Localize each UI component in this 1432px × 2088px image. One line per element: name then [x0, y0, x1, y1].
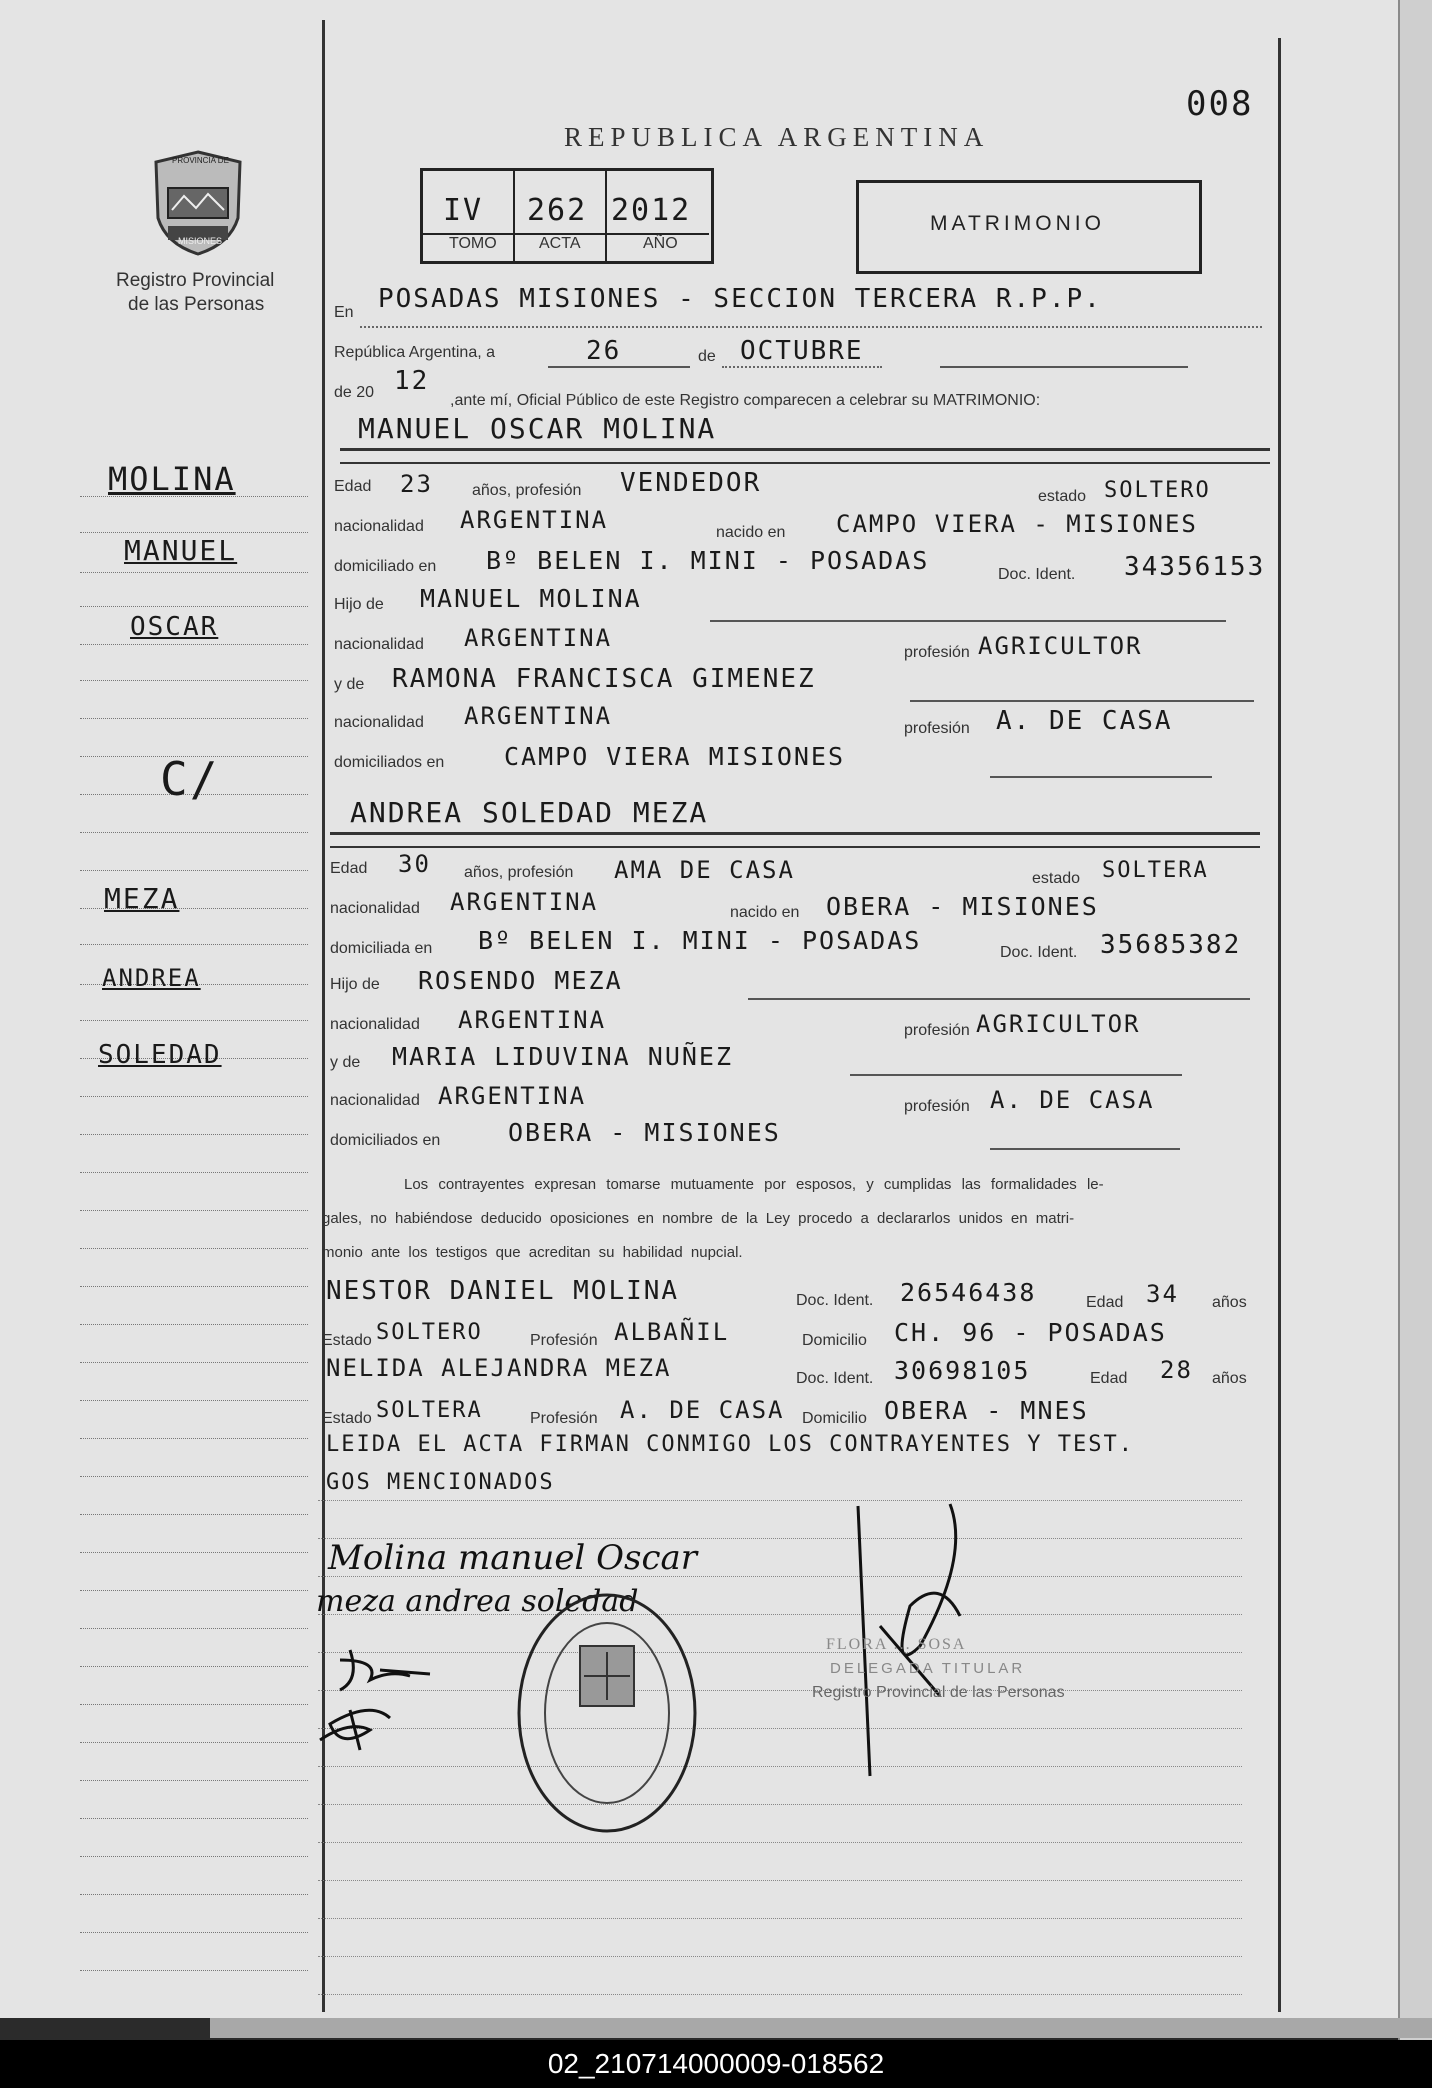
margin-name1-groom: MANUEL [124, 534, 238, 567]
line [940, 366, 1188, 368]
bride-name-line [330, 832, 1260, 835]
margin-name1-bride: ANDREA [102, 964, 201, 992]
acta-label: ACTA [539, 235, 581, 252]
groom-estado-label: estado [1038, 488, 1087, 505]
line [850, 1074, 1182, 1076]
line [748, 998, 1250, 1000]
ruled-line [318, 1804, 1242, 1805]
groom-nacido-label: nacido en [716, 524, 786, 541]
bride-yde-label: y de [330, 1054, 361, 1071]
groom-mother-profession: A. DE CASA [996, 706, 1173, 736]
margin-rule [80, 1780, 308, 1781]
ruled-line [318, 1842, 1242, 1843]
witness1-dom-label: Domicilio [802, 1332, 867, 1349]
margin-rule [80, 644, 308, 645]
witness2-edad-label: Edad [1090, 1370, 1128, 1387]
margin-rule [80, 1856, 308, 1857]
bride-name-line2 [330, 846, 1260, 848]
declaration-line2: gales, no habiéndose deducido oposiciones en nombre de la Ley procedo a declararlos unidos en matri- [322, 1210, 1075, 1227]
dots [722, 366, 882, 368]
margin-rule [80, 1476, 308, 1477]
margin-rule [80, 1704, 308, 1705]
signature-bride: meza andrea soledad [316, 1584, 639, 1619]
tomo-acta-anio-box [420, 168, 714, 264]
bride-estado-label: estado [1032, 870, 1081, 887]
groom-mother-nationality: ARGENTINA [464, 702, 613, 730]
margin-rule [80, 606, 308, 607]
witness2-dom-label: Domicilio [802, 1410, 867, 1427]
witness1-profession: ALBAÑIL [614, 1318, 730, 1346]
witness2-anios-label: años [1212, 1370, 1247, 1387]
official-title: DELEGADA TITULAR [830, 1660, 1026, 1677]
country-title: REPUBLICA ARGENTINA [564, 122, 990, 152]
margin-rule [80, 1134, 308, 1135]
margin-rule [80, 1400, 308, 1401]
groom-birthplace: CAMPO VIERA - MISIONES [836, 510, 1198, 538]
image-id-footer: 02_210714000009-018562 [0, 2040, 1432, 2088]
official-registry: Registro Provincial de las Personas [812, 1684, 1065, 1701]
groom-father-prof-label: profesión [904, 644, 970, 661]
bride-parents-address: OBERA - MISIONES [508, 1118, 781, 1147]
bride-mother-nat-label: nacionalidad [330, 1092, 420, 1109]
witness2-doc: 30698105 [894, 1356, 1031, 1385]
groom-address: Bº BELEN I. MINI - POSADAS [486, 546, 930, 575]
witness1-address: CH. 96 - POSADAS [894, 1318, 1167, 1347]
bride-doc: 35685382 [1100, 930, 1242, 960]
bride-parents-dom-label: domiciliados en [330, 1132, 441, 1149]
bride-profession: AMA DE CASA [614, 856, 795, 884]
year-prefix: de 20 [334, 384, 375, 401]
witness1-estado: SOLTERO [376, 1320, 483, 1345]
groom-mother-prof-label: profesión [904, 720, 970, 737]
margin-rule [80, 718, 308, 719]
bride-prof-label: años, profesión [464, 864, 574, 881]
margin-rule [80, 680, 308, 681]
line [990, 776, 1212, 778]
bride-mother-nationality: ARGENTINA [438, 1082, 587, 1110]
bride-father: ROSENDO MEZA [418, 966, 623, 995]
margin-rule [80, 1324, 308, 1325]
ruled-line [318, 1766, 1242, 1767]
margin-rule [80, 1210, 308, 1211]
de-label: de [698, 348, 716, 365]
groom-nationality: ARGENTINA [460, 506, 609, 534]
margin-rule [80, 1932, 308, 1933]
margin-rule [80, 1514, 308, 1515]
margin-rule [80, 1666, 308, 1667]
margin-rule [80, 1438, 308, 1439]
signature-groom: Molina manuel Oscar [328, 1538, 698, 1578]
page-bottom-shadow [210, 2018, 1432, 2038]
bride-father-nat-label: nacionalidad [330, 1016, 420, 1033]
margin-surname-groom: MOLINA [108, 460, 236, 498]
groom-age: 23 [400, 470, 433, 498]
margin-line-right [1278, 38, 1281, 2012]
closing-line1: LEIDA EL ACTA FIRMAN CONMIGO LOS CONTRAYENTES Y TEST. [326, 1432, 1134, 1457]
line [990, 1148, 1180, 1150]
bride-age: 30 [398, 850, 431, 878]
groom-parents-dom-label: domiciliados en [334, 754, 445, 771]
groom-father: MANUEL MOLINA [420, 584, 642, 613]
bride-nacido-label: nacido en [730, 904, 800, 921]
ruled-line [318, 1500, 1242, 1501]
registry-name-line2: de las Personas [128, 294, 265, 315]
republic-label: República Argentina, a [334, 344, 495, 361]
line [710, 620, 1226, 622]
bride-full-name: ANDREA SOLEDAD MEZA [350, 796, 709, 829]
groom-parents-address: CAMPO VIERA MISIONES [504, 742, 846, 771]
declaration-line1: Los contrayentes expresan tomarse mutuamente por esposos, y cumplidas las formalidades le- [404, 1176, 1104, 1193]
tomo-value: IV [443, 193, 484, 228]
groom-prof-label: años, profesión [472, 482, 582, 499]
groom-mother: RAMONA FRANCISCA GIMENEZ [392, 664, 816, 694]
margin-rule [80, 1742, 308, 1743]
margin-rule [80, 1628, 308, 1629]
place-value: POSADAS MISIONES - SECCION TERCERA R.P.P. [378, 284, 1102, 314]
bride-doc-label: Doc. Ident. [1000, 944, 1078, 961]
declaration-line3: monio ante los testigos que acreditan su habilidad nupcial. [322, 1244, 743, 1261]
margin-rule [80, 572, 308, 573]
witness1-doc-label: Doc. Ident. [796, 1292, 874, 1309]
margin-rule [80, 832, 308, 833]
witness1-edad-label: Edad [1086, 1294, 1124, 1311]
witness-signatures-scribble [310, 1640, 460, 1760]
margin-surname-bride: MEZA [104, 882, 180, 915]
groom-full-name: MANUEL OSCAR MOLINA [358, 412, 717, 445]
margin-rule [80, 1020, 308, 1021]
groom-estado: SOLTERO [1104, 478, 1211, 503]
doc-type-label: MATRIMONIO [930, 212, 1105, 235]
margin-name2-bride: SOLEDAD [98, 1040, 222, 1070]
margin-rule [80, 1248, 308, 1249]
bride-father-nationality: ARGENTINA [458, 1006, 607, 1034]
margin-rule [80, 944, 308, 945]
bride-mother: MARIA LIDUVINA NUÑEZ [392, 1042, 734, 1071]
year-suffix: 12 [394, 366, 430, 396]
bride-nationality: ARGENTINA [450, 888, 599, 916]
line [910, 700, 1254, 702]
groom-dom-label: domiciliado en [334, 558, 437, 575]
margin-rule [80, 1552, 308, 1553]
dots [360, 326, 1262, 328]
witness1-doc: 26546438 [900, 1278, 1037, 1307]
day-value: 26 [586, 336, 622, 366]
page-number: 008 [1186, 84, 1254, 124]
groom-father-profession: AGRICULTOR [978, 632, 1143, 660]
closing-line2: GOS MENCIONADOS [326, 1470, 555, 1495]
bride-nat-label: nacionalidad [330, 900, 420, 917]
margin-rule [80, 1818, 308, 1819]
ruled-line [318, 1994, 1242, 1995]
groom-doc: 34356153 [1124, 552, 1266, 582]
page-edge [1398, 0, 1432, 2040]
margin-rule [80, 870, 308, 871]
anio-value: 2012 [611, 193, 692, 228]
witness2-address: OBERA - MNES [884, 1396, 1089, 1425]
witness1-name: NESTOR DANIEL MOLINA [326, 1276, 680, 1306]
bride-dom-label: domiciliada en [330, 940, 433, 957]
margin-name2-groom: OSCAR [130, 612, 219, 642]
witness1-estado-label: Estado [322, 1332, 372, 1349]
witness1-age: 34 [1146, 1280, 1179, 1308]
witness2-prof-label: Profesión [530, 1410, 598, 1427]
intro-statement: ,ante mí, Oficial Público de este Registro comparecen a celebrar su MATRIMONIO: [450, 392, 1041, 409]
witness2-profession: A. DE CASA [620, 1396, 785, 1424]
crest-top-text: PROVINCIA DE [172, 156, 229, 165]
margin-rule [80, 1590, 308, 1591]
witness1-anios-label: años [1212, 1294, 1247, 1311]
ruled-line [318, 1918, 1242, 1919]
bride-hijo-label: Hijo de [330, 976, 380, 993]
bride-mother-prof-label: profesión [904, 1098, 970, 1115]
bride-edad-label: Edad [330, 860, 368, 877]
acta-value: 262 [527, 193, 588, 228]
bride-father-profession: AGRICULTOR [976, 1010, 1141, 1038]
groom-father-nat-label: nacionalidad [334, 636, 424, 653]
bride-mother-profession: A. DE CASA [990, 1086, 1155, 1114]
bride-birthplace: OBERA - MISIONES [826, 892, 1099, 921]
month-value: OCTUBRE [740, 336, 864, 366]
official-name: FLORA ... SOSA [826, 1636, 967, 1653]
en-label: En [334, 304, 354, 321]
bride-address: Bº BELEN I. MINI - POSADAS [478, 926, 922, 955]
margin-rule [80, 1096, 308, 1097]
official-stamp-icon [512, 1588, 702, 1838]
margin-rule [80, 1894, 308, 1895]
witness2-estado-label: Estado [322, 1410, 372, 1427]
witness2-name: NELIDA ALEJANDRA MEZA [326, 1354, 672, 1382]
groom-doc-label: Doc. Ident. [998, 566, 1076, 583]
margin-rule [80, 1970, 308, 1971]
groom-mother-nat-label: nacionalidad [334, 714, 424, 731]
groom-yde-label: y de [334, 676, 365, 693]
tomo-label: TOMO [449, 235, 497, 252]
margin-rule [80, 532, 308, 533]
bride-estado: SOLTERA [1102, 858, 1209, 883]
ruled-line [318, 1956, 1242, 1957]
groom-name-line2 [340, 462, 1270, 464]
margin-rule [80, 1172, 308, 1173]
crest-bottom-text: MISIONES [178, 236, 223, 246]
margin-rule [80, 1286, 308, 1287]
groom-edad-label: Edad [334, 478, 372, 495]
witness2-doc-label: Doc. Ident. [796, 1370, 874, 1387]
groom-father-nationality: ARGENTINA [464, 624, 613, 652]
bride-father-prof-label: profesión [904, 1022, 970, 1039]
groom-name-line [340, 448, 1270, 451]
margin-connector: C/ [160, 752, 220, 806]
witness1-prof-label: Profesión [530, 1332, 598, 1349]
registry-name-line1: Registro Provincial [116, 270, 275, 291]
groom-hijo-label: Hijo de [334, 596, 384, 613]
groom-nat-label: nacionalidad [334, 518, 424, 535]
margin-rule [80, 1362, 308, 1363]
day-line [548, 366, 690, 368]
witness2-estado: SOLTERA [376, 1398, 483, 1423]
ruled-line [318, 1880, 1242, 1881]
groom-profession: VENDEDOR [620, 468, 762, 498]
witness2-age: 28 [1160, 1356, 1193, 1384]
anio-label: AÑO [643, 235, 678, 252]
